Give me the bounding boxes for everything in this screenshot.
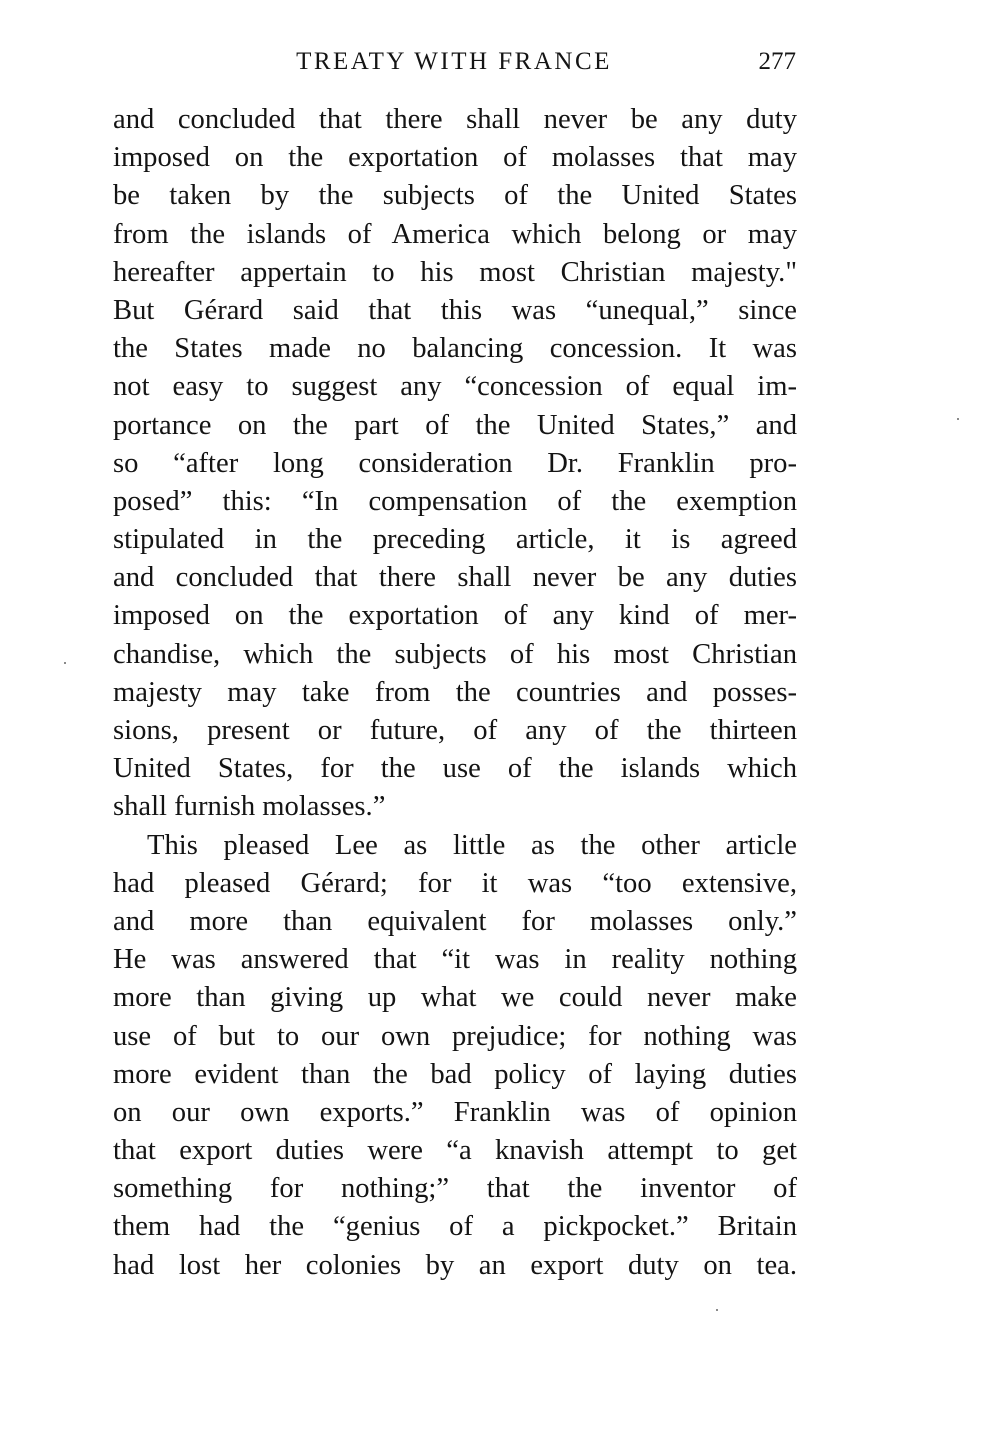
- text-line: something for nothing;” that the inventor of: [113, 1173, 797, 1205]
- text-line: be taken by the subjects of the United States: [113, 180, 797, 212]
- text-line: and concluded that there shall never be any duties: [113, 562, 797, 594]
- text-line: and more than equivalent for molasses only.”: [113, 905, 797, 937]
- text-line: imposed on the exportation of any kind of mer-: [113, 600, 797, 632]
- running-title: TREATY WITH FRANCE: [296, 48, 612, 75]
- text-line: He was answered that “it was in reality nothing: [113, 944, 797, 976]
- scan-speck: [957, 418, 959, 420]
- scan-speck: [716, 1309, 718, 1311]
- text-line: them had the “genius of a pickpocket.” Britain: [113, 1211, 797, 1243]
- text-line: had pleased Gérard; for it was “too extensive,: [113, 867, 797, 899]
- text-line: use of but to our own prejudice; for nothing was: [113, 1020, 797, 1052]
- text-line: shall furnish molasses.”: [113, 791, 386, 823]
- page-number: 277: [758, 48, 796, 75]
- text-line: posed” this: “In compensation of the exemption: [113, 485, 797, 517]
- text-line: had lost her colonies by an export duty on tea.: [113, 1249, 797, 1281]
- text-line: on our own exports.” Franklin was of opinion: [113, 1096, 797, 1128]
- text-line: portance on the part of the United States,” and: [113, 409, 797, 441]
- text-line: stipulated in the preceding article, it is agreed: [113, 524, 797, 556]
- text-line: that export duties were “a knavish attempt to get: [113, 1135, 797, 1167]
- text-line: hereafter appertain to his most Christian majesty.": [113, 256, 797, 288]
- text-line: But Gérard said that this was “unequal,” since: [113, 294, 797, 326]
- text-line: the States made no balancing concession. It was: [113, 333, 797, 365]
- text-line: imposed on the exportation of molasses that may: [113, 142, 797, 174]
- text-line: more than giving up what we could never make: [113, 982, 797, 1014]
- text-line: and concluded that there shall never be any duty: [113, 104, 797, 135]
- text-line: United States, for the use of the islands which: [113, 753, 797, 785]
- text-line: so “after long consideration Dr. Franklin pro-: [113, 447, 797, 479]
- body-text: [113, 101, 797, 1285]
- paragraph-2: [113, 827, 797, 1285]
- text-line: more evident than the bad policy of laying duties: [113, 1058, 797, 1090]
- text-line: from the islands of America which belong or may: [113, 218, 797, 250]
- text-line: majesty may take from the countries and posses-: [113, 676, 797, 708]
- text-line: chandise, which the subjects of his most Christian: [113, 638, 797, 670]
- paragraph-1: [113, 101, 797, 827]
- scan-speck: [64, 662, 66, 664]
- text-line: sions, present or future, of any of the thirteen: [113, 715, 797, 746]
- running-header: [112, 44, 796, 88]
- text-line: This pleased Lee as little as the other article: [147, 829, 797, 861]
- text-line: not easy to suggest any “concession of equal im-: [113, 371, 797, 403]
